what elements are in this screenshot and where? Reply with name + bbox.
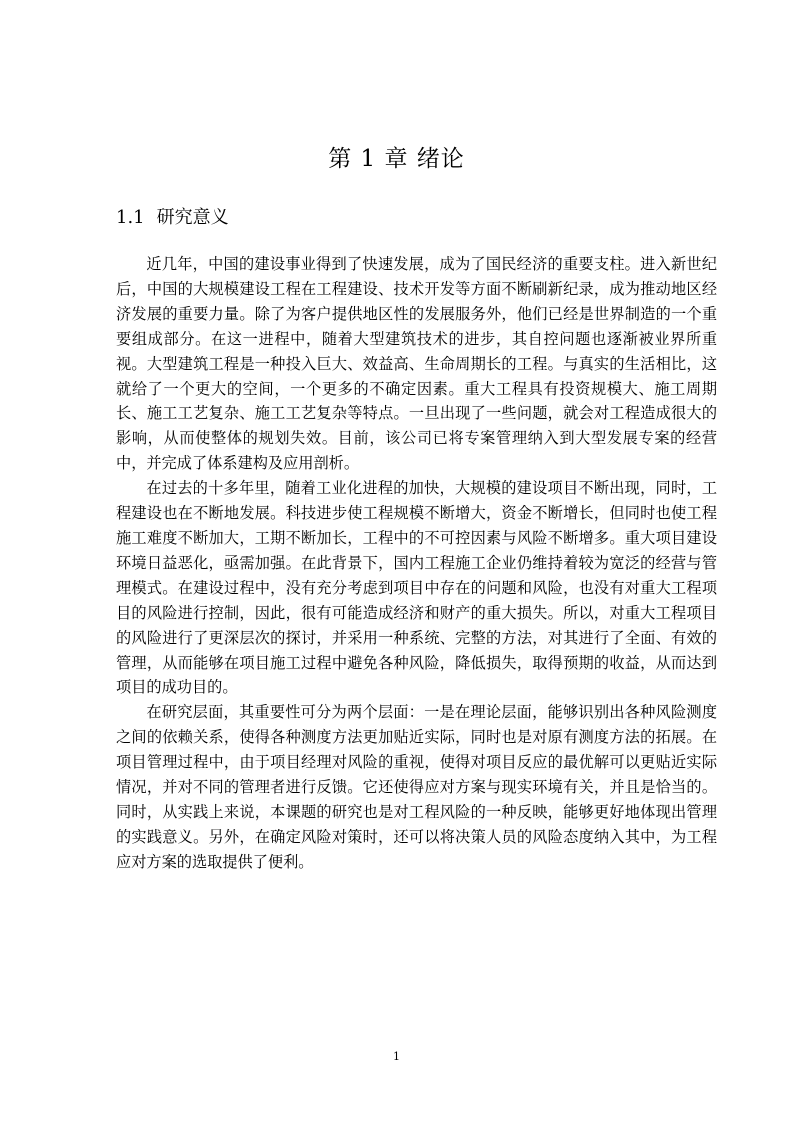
paragraph: 近几年，中国的建设事业得到了快速发展，成为了国民经济的重要支柱。进入新世纪后，中国的大规模建设工程在工程建设、技术开发等方面不断刷新纪录，成为推动地区经济发展的重要力量。除了为客户提供地区性的发展服务外，他们已经是世界制造的一个重要组成部分。在这一进程中，随着大型建筑技术的进步，其自控问题也逐渐被业界所重视。大型建筑工程是一种投入巨大、效益高、生命周期长的工程。与真实的生活相比，这就给了一个更大的空间，一个更多的不确定因素。重大工程具有投资规模大、施工周期长、施工工艺复杂、施工工艺复杂等特点。一旦出现了一些问题，就会对工程造成很大的影响，从而使整体的规划失效。目前，该公司已将专案管理纳入到大型发展专案的经营中，并完成了体系建构及应用剖析。 bbox=[116, 255, 717, 473]
body-text bbox=[116, 252, 717, 875]
section-number: 1.1 bbox=[116, 207, 145, 228]
section-title: 研究意义 bbox=[156, 207, 229, 228]
section-heading bbox=[116, 204, 229, 232]
page-number: 1 bbox=[393, 1050, 400, 1063]
paragraph: 在研究层面，其重要性可分为两个层面：一是在理论层面，能够识别出各种风险测度之间的依赖关系，使得各种测度方法更加贴近实际，同时也是对原有测度方法的拓展。在项目管理过程中，由于项目经理对风险的重视，使得对项目反应的最优解可以更贴近实际情况，并对不同的管理者进行反馈。它还使得应对方案与现实环境有关，并且是恰当的。同时，从实践上来说，本课题的研究也是对工程风险的一种反映，能够更好地体现出管理的实践意义。另外，在确定风险对策时，还可以将决策人员的风险态度纳入其中，为工程应对方案的选取提供了便利。 bbox=[116, 703, 717, 871]
paragraph: 在过去的十多年里，随着工业化进程的加快，大规模的建设项目不断出现，同时，工程建设也在不断地发展。科技进步使工程规模不断增大，资金不断增长，但同时也使工程施工难度不断加大，工期不断加长，工程中的不可控因素与风险不断增多。重大项目建设环境日益恶化，亟需加强。在此背景下，国内工程施工企业仍维持着较为宽泛的经营与管理模式。在建设过程中，没有充分考虑到项目中存在的问题和风险，也没有对重大工程项目的风险进行控制，因此，很有可能造成经济和财产的重大损失。所以，对重大工程项目的风险进行了更深层次的探讨，并采用一种系统、完整的方法，对其进行了全面、有效的管理，从而能够在项目施工过程中避免各种风险，降低损失，取得预期的收益，从而达到项目的成功目的。 bbox=[116, 479, 717, 697]
chapter-title: 第 1 章 绪论 bbox=[328, 146, 465, 172]
